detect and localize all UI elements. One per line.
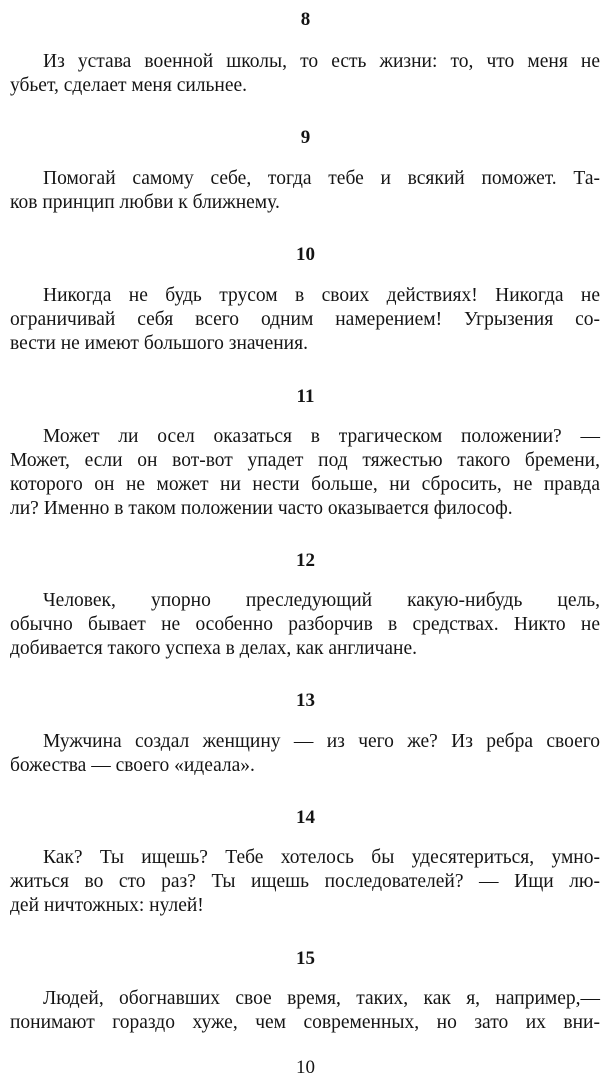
aphorism-12-line-2: обычно бывает не особенно разборчив в средствах. Никто не: [10, 614, 600, 635]
aphorism-11-line-3: которого он не может ни нести больше, ни сбросить, не правда: [10, 474, 600, 495]
aphorism-15-line-1: Людей, обогнавших свое время, таких, как я, например,—: [43, 988, 600, 1009]
aphorism-14-line-1: Как? Ты ищешь? Тебе хотелось бы удесятериться, умно-: [43, 847, 600, 868]
aphorism-13-line-1: Мужчина создал женщину — из чего же? Из ребра своего: [43, 731, 600, 752]
aphorism-number-12: 12: [296, 550, 315, 571]
aphorism-9-line-1: Помогай самому себе, тогда тебе и всякий поможет. Та-: [43, 168, 600, 189]
aphorism-number-13: 13: [296, 690, 315, 711]
aphorism-8-line-2: убьет, сделает меня сильнее.: [10, 75, 248, 96]
aphorism-10-line-2: ограничивай себя всего одним намерением! Угрызения со-: [10, 309, 600, 330]
aphorism-10-line-1: Никогда не будь трусом в своих действиях! Никогда не: [43, 285, 600, 306]
aphorism-number-14: 14: [296, 807, 315, 828]
aphorism-15-line-2: понимают гораздо хуже, чем современных, но зато их вни-: [10, 1012, 600, 1033]
aphorism-13-line-2: божества — своего «идеала».: [10, 755, 255, 776]
aphorism-10-line-3: вести не имеют большого значения.: [10, 333, 308, 354]
aphorism-11-line-4: ли? Именно в таком положении часто оказывается философ.: [10, 498, 513, 519]
page-number: 10: [296, 1057, 315, 1078]
aphorism-8-line-1: Из устава военной школы, то есть жизни: то, что меня не: [43, 51, 600, 72]
aphorism-12-line-1: Человек, упорно преследующий какую-нибудь цель,: [43, 590, 600, 611]
aphorism-number-10: 10: [296, 244, 315, 265]
aphorism-14-line-3: дей ничтожных: нулей!: [10, 895, 204, 916]
aphorism-number-11: 11: [296, 386, 315, 407]
aphorism-12-line-3: добивается такого успеха в делах, как англичане.: [10, 638, 418, 659]
aphorism-number-15: 15: [296, 948, 315, 969]
aphorism-11-line-1: Может ли осел оказаться в трагическом положении? —: [43, 426, 600, 447]
aphorism-14-line-2: житься во сто раз? Ты ищешь последователей? — Ищи лю-: [10, 871, 600, 892]
aphorism-number-8: 8: [300, 9, 311, 30]
aphorism-11-line-2: Может, если он вот-вот упадет под тяжестью такого бремени,: [10, 450, 600, 471]
aphorism-9-line-2: ков принцип любви к ближнему.: [10, 192, 280, 213]
aphorism-number-9: 9: [300, 127, 311, 148]
